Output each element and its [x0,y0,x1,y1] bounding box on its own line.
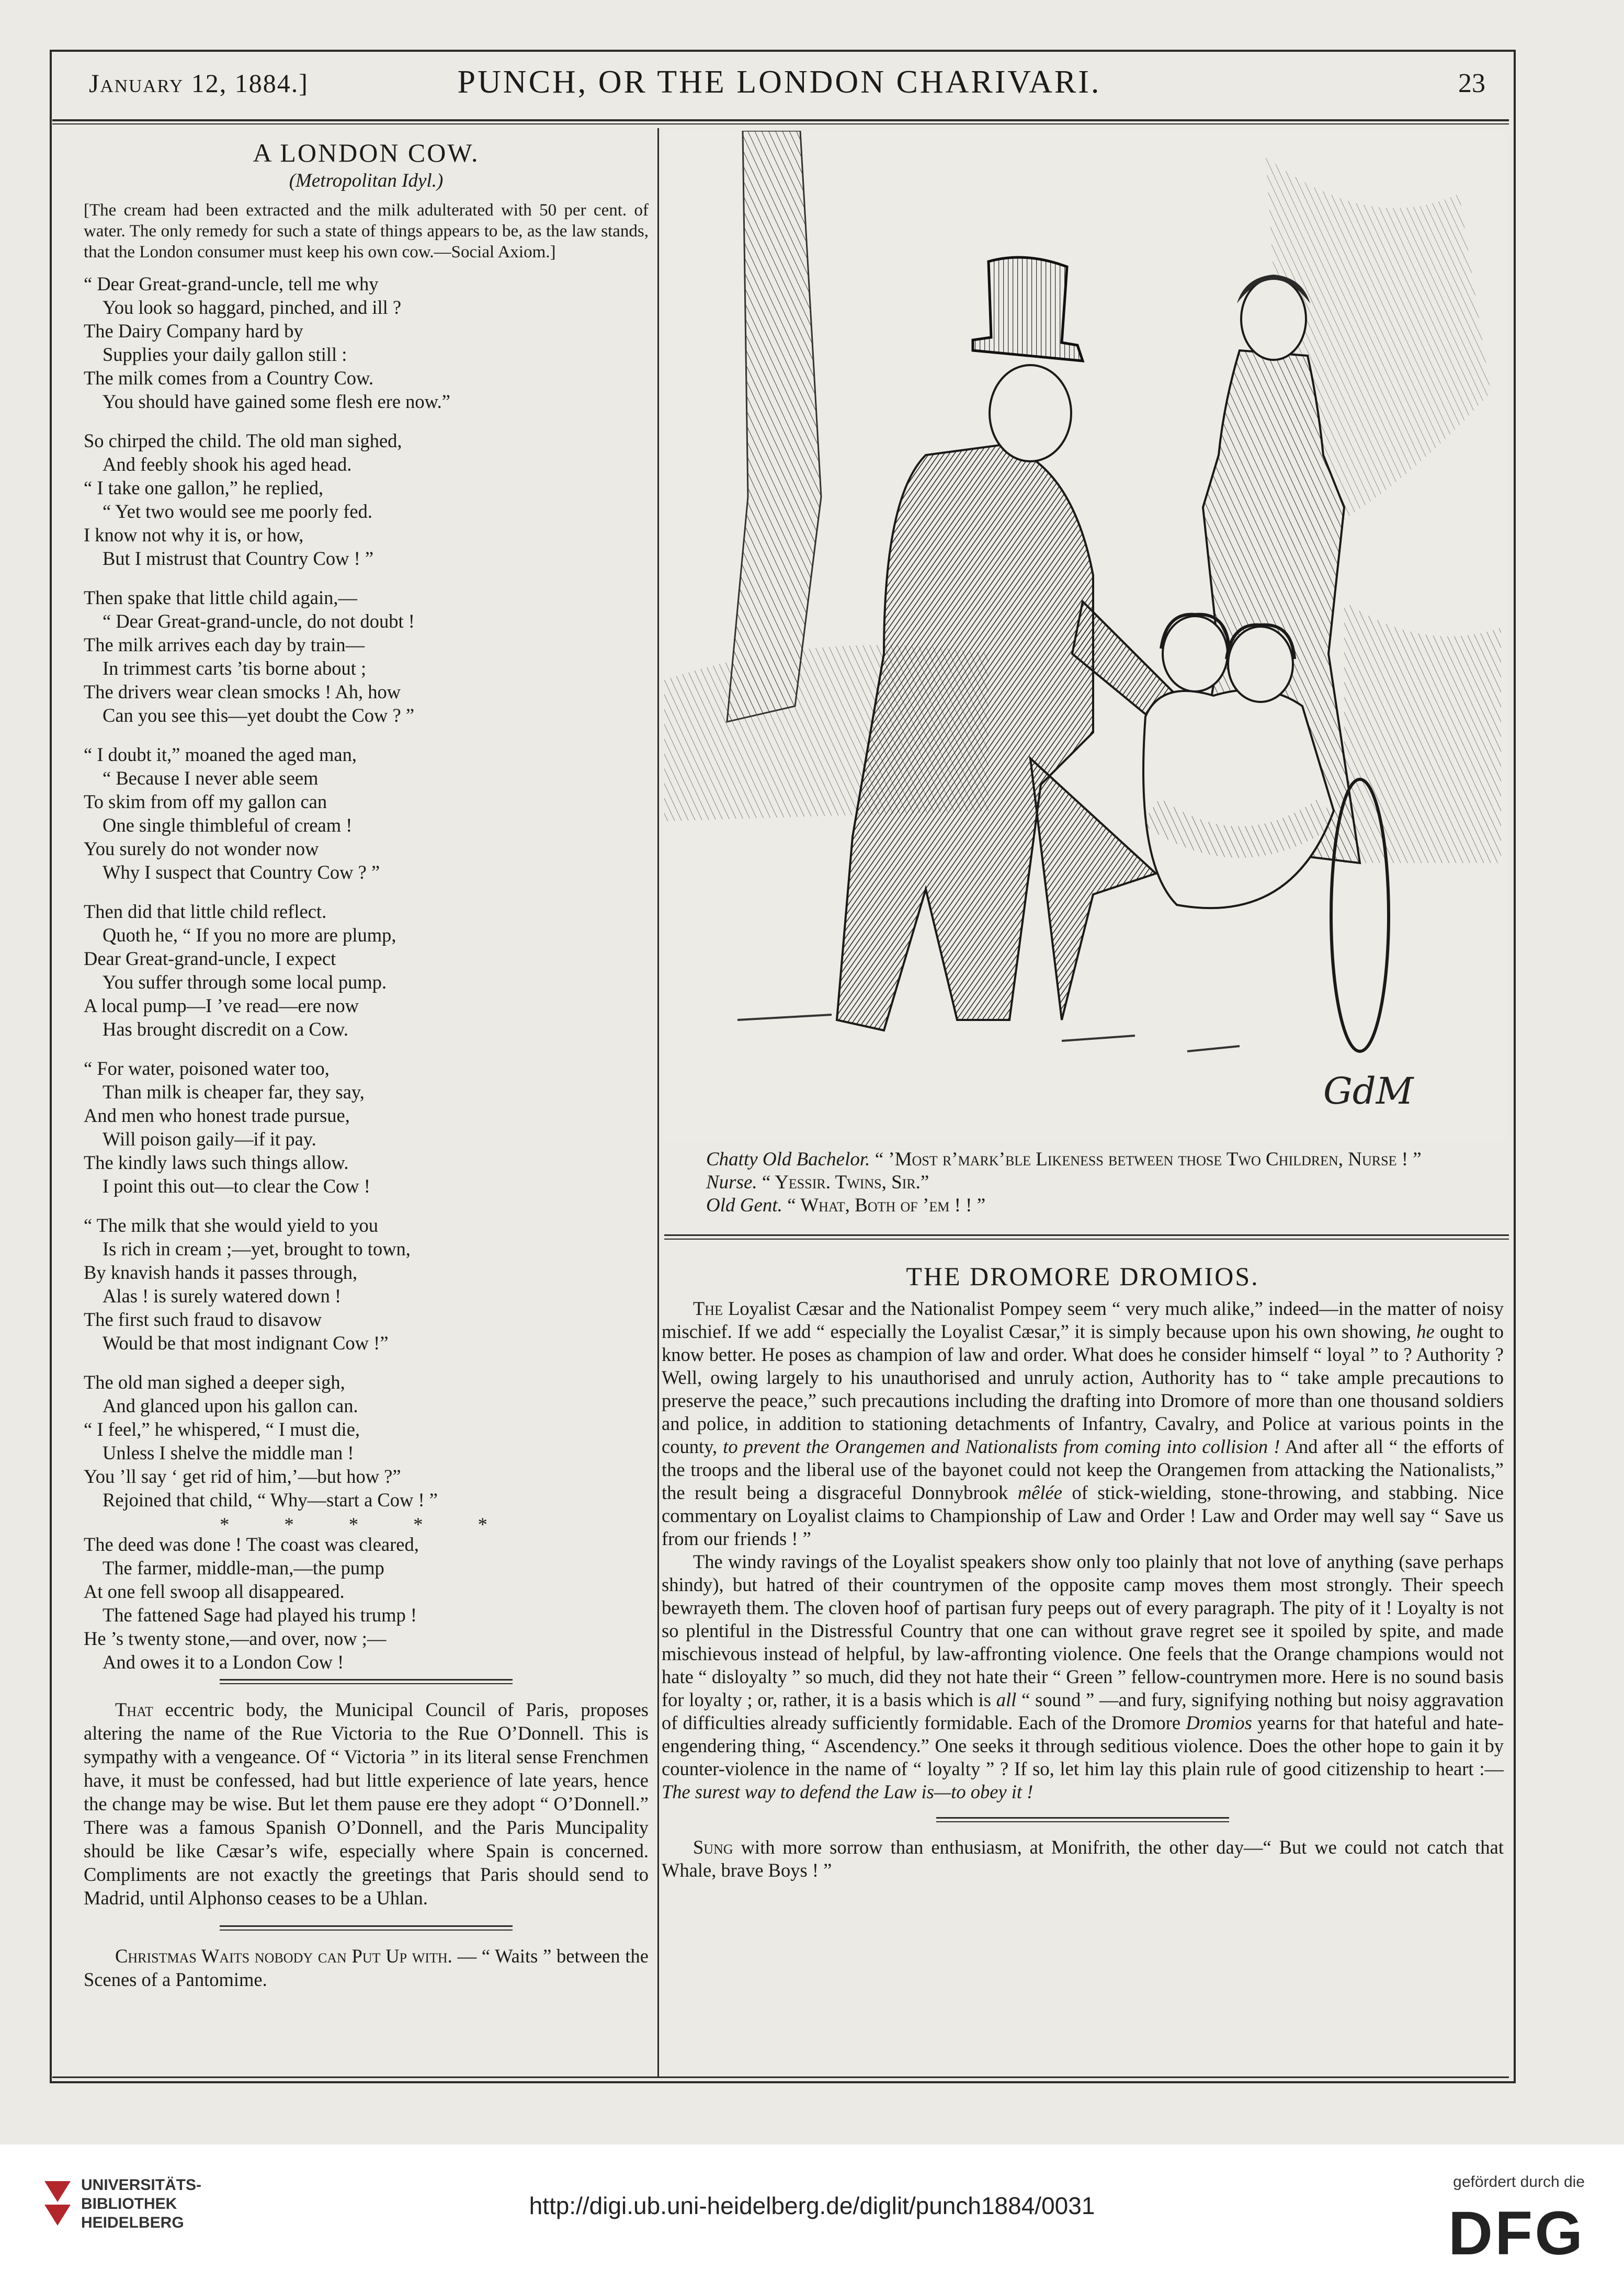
right-column [662,1261,1504,1882]
poem-stanza [84,1213,649,1355]
poem-line: By knavish hands it passes through, [84,1262,358,1283]
page-number: 23 [1458,69,1485,98]
dromore-p2-b: “ sound ” —and fury, signifying nothing but noisy aggravation of difficulties already sufficiently formidable. Each of the Dromore [662,1689,1504,1733]
poem-line: Has brought discredit on a Cow. [103,1018,349,1040]
poem-title: A LONDON COW. [253,138,480,167]
caption-speaker-3: Old Gent. [706,1195,782,1216]
masthead-date: January 12, 1884.] [89,69,309,98]
dromore-p2-end: The surest way to defend the Law is—to obey it ! [662,1781,1034,1802]
poem-line: Is rich in cream ;—yet, brought to town, [103,1238,411,1259]
section-rule [220,1679,513,1681]
dfg-logo: DFG [1448,2199,1585,2268]
poem-line: Supplies your daily gallon still : [103,344,347,365]
cartoon-caption [664,1148,1506,1217]
poem-line: “ I feel,” he whispered, “ I must die, [84,1418,360,1440]
paris-paragraph [84,1698,649,1910]
poem-line: He ’s twenty stone,—and over, now ;— [84,1628,387,1649]
masthead-rule-thin [52,123,1509,124]
poem-line: Alas ! is surely watered down ! [103,1285,342,1307]
poem-subtitle: (Metropolitan Idyl.) [289,170,444,191]
dromore-p2-dromios: Dromios [1186,1712,1252,1733]
poem-line: Can you see this—yet doubt the Cow ? ” [103,705,415,726]
poem-line: The farmer, middle-man,—the pump [103,1557,384,1579]
caption-rule-thin [664,1239,1509,1240]
poem-line: A local pump—I ’ve read—ere now [84,995,359,1016]
poem-stanzas [84,272,649,1674]
poem-line: The old man sighed a deeper sigh, [84,1371,345,1393]
poem-stanza [84,900,649,1041]
waits-paragraph [84,1944,649,1991]
caption-speaker-1: Chatty Old Bachelor. [706,1149,870,1170]
dromore-p1-b: ought to know better. He poses as champion of law and order. What does he consider himself “ loyal ” to ? Authority ? Well, owing largely to his unauthorised and unruly action, Authority has to “ take ample precautions to preserve the peace,” such precautions including the drafting into Dromore of more than one thousand soldiers and police, in addition to stationing detachments of Infantry, Cavalry, and Police at various points in the county, [662,1321,1504,1457]
poem-line: Why I suspect that Country Cow ? ” [103,861,380,883]
section-rule-thin [220,1683,513,1684]
permalink[interactable]: http://digi.ub.uni-heidelberg.de/diglit/punch1884/0031 [529,2192,1095,2219]
poem-line: And glanced upon his gallon can. [103,1395,358,1416]
library-name-line-2: BIBLIOTHEK [81,2195,177,2212]
monifrith-lead: Sung [693,1836,733,1858]
poem-line: You should have gained some flesh ere now.” [103,391,450,412]
poem-line: One single thimbleful of cream ! [103,814,353,836]
poem-line: Quoth he, “ If you no more are plump, [103,924,396,946]
digitization-footer [0,2144,1624,2281]
poem-line: The kindly laws such things allow. [84,1152,349,1173]
poem-line: “ Yet two would see me poorly fed. [103,501,372,522]
masthead-rule [52,119,1509,121]
poem-line: Than milk is cheaper far, they say, [103,1081,365,1103]
poem-line: And owes it to a London Cow ! [103,1651,344,1673]
poem-stanza [84,743,649,884]
section-rule-3 [936,1817,1229,1819]
poem-line: “ I take one gallon,” he replied, [84,477,324,498]
section-rule-2-thin [220,1930,513,1931]
cartoon-engraving [664,131,1506,1140]
poem-line: Rejoined that child, “ Why—start a Cow ! ” [103,1489,438,1511]
stanza-break-stars: * * * * * [220,1514,513,1535]
poem-stanza [84,272,649,413]
library-name-line-1: UNIVERSITÄTS- [81,2176,202,2194]
column-divider [657,128,659,2076]
caption-rule [664,1234,1509,1236]
paris-lead: That [115,1699,153,1720]
poem-line: So chirped the child. The old man sighed, [84,430,402,451]
dromore-paragraph-1 [662,1297,1504,1550]
poem-stanza [84,1057,649,1198]
cartoon-illustration [664,131,1506,1140]
poem-line: You ’ll say ‘ get rid of him,’—but how ?” [84,1466,401,1487]
funder-label: gefördert durch die [1453,2173,1585,2191]
dromore-p2-a: The windy ravings of the Loyalist speakers show only too plainly that not love of anything (save perhaps shindy), but hatred of their countrymen of the opposite camp moves them most strongly. Their speech bewrayeth them. The cloven hoof of partisan fury peeps out of every paragraph. The pity of it ! Loyalty is not so plentiful in the Distressful Country that one can without grave regret see it spoiled by spite, and made mischievous instead of helpful, by law-affronting violence. One feels that the Orange champions would not hate “ disloyalty ” so much, did they not hate their “ Green ” fellow-countrymen more. Here is no sound basis for loyalty ; or, rather, it is a basis which is [662,1551,1504,1710]
poem-line: In trimmest carts ’tis borne about ; [103,657,367,679]
poem-line: “ The milk that she would yield to you [84,1215,378,1236]
dromore-p1-c: And after all “ the efforts of the troops and the liberal use of the bayonet could not keep the Orangemen from attacking the Nationalists,” the result being a disgraceful Donnybrook [662,1436,1504,1503]
waits-lead: Christmas Waits nobody can Put Up with. [115,1945,452,1967]
poem-line: “ Dear Great-grand-uncle, do not doubt ! [103,610,415,632]
dromore-p2-c: yearns for that hateful and hate-engendering thing, “ Ascendency.” One seeks it through seditious violence. Does the other hope to gain it by counter-violence in the name of “ loyalty ” ? If so, let him lay this plain rule of good citizenship to heart :— [662,1712,1504,1779]
poem-line: The milk arrives each day by train— [84,634,365,655]
poem-line: I point this out—to clear the Cow ! [103,1175,370,1197]
dromore-p1-italic: to prevent the Orangemen and Nationalists from coming into collision ! [723,1436,1280,1457]
artist-signature: GdM [1323,1070,1414,1113]
poem-line: Then spake that little child again,— [84,587,358,608]
poem-line: The drivers wear clean smocks ! Ah, how [84,681,401,702]
library-name-line-3: HEIDELBERG [81,2214,184,2231]
poem-line: But I mistrust that Country Cow ! ” [103,548,374,569]
bottom-rule [52,2076,1509,2078]
caption-line-2: “ Yessir. Twins, Sir.” [762,1172,929,1193]
poem-stanza [84,1533,649,1674]
masthead-title: PUNCH, OR THE LONDON CHARIVARI. [457,64,1101,100]
dromore-title: THE DROMORE DROMIOS. [906,1262,1259,1291]
poem-stanza [84,586,649,727]
dromore-p1-d: of stick-wielding, stone-throwing, and stabbing. Nice commentary on Loyalist claims to Championship of Law and Order ! Law and Order may well say “ Save us from our friends ! ” [662,1482,1504,1549]
dromore-p2-all: all [996,1689,1017,1710]
poem-line: “ For water, poisoned water too, [84,1058,330,1079]
poem-line: The fattened Sage had played his trump ! [103,1604,417,1626]
waits-text: — “ Waits ” between the Scenes of a Pantomime. [84,1945,649,1990]
poem-line: I know not why it is, or how, [84,524,304,546]
section-rule-2 [220,1925,513,1927]
poem-line: “ I doubt it,” moaned the aged man, [84,744,357,765]
poem-line: Dear Great-grand-uncle, I expect [84,948,336,969]
poem-editorial-note: [The cream had been extracted and the milk adulterated with 50 per cent. of water. The only remedy for such a state of things appears to be, as the law stands, that the London consumer must keep his own cow.—Social Axiom.] [84,201,649,262]
poem-line: “ Because I never able seem [103,767,319,789]
paris-text: eccentric body, the Municipal Council of Paris, proposes altering the name of the Rue Victoria to the Rue O’Donnell. This is sympathy with a vengeance. Of “ Victoria ” in its literal sense Frenchmen have, it must be confessed, had but little experience of late years, hence the change may be wise. But let them pause ere they adopt “ O’Donnell.” There was a famous Spanish O’Donnell, and the Paris Muncipality should be like Cæsar’s wife, especially where Spain is concerned. Compliments are not exactly the greetings that Paris should send to Madrid, until Alphonso ceases to be a Uhlan. [84,1699,649,1909]
masthead [52,58,1506,120]
dromore-p1-he: he [1416,1321,1435,1342]
caption-line-1: “ ’Most r’mark’ble Likeness between those Two Children, Nurse ! ” [875,1149,1422,1170]
dromore-paragraph-2 [662,1550,1504,1803]
poem-line: The deed was done ! The coast was cleared, [84,1534,419,1555]
poem-line: At one fell swoop all disappeared. [84,1581,345,1602]
section-rule-3-thin [936,1821,1229,1822]
poem-line: Then did that little child reflect. [84,901,327,922]
dromore-p1-a: Loyalist Cæsar and the Nationalist Pompey seem “ very much alike,” indeed—in the matter of noisy mischief. If we add “ especially the Loyalist Cæsar,” it is simply because upon his own showing, [662,1298,1504,1342]
poem-line: To skim from off my gallon can [84,791,327,812]
poem-line: “ Dear Great-grand-uncle, tell me why [84,273,379,294]
monifrith-text: with more sorrow than enthusiasm, at Monifrith, the other day—“ But we could not catch that Whale, brave Boys ! ” [662,1836,1504,1881]
poem-line: The milk comes from a Country Cow. [84,367,374,389]
poem-line: And men who honest trade pursue, [84,1105,350,1126]
poem-line: And feebly shook his aged head. [103,453,352,475]
poem-line: You suffer through some local pump. [103,971,387,993]
poem-line: You surely do not wonder now [84,838,319,859]
poem-line: Unless I shelve the middle man ! [103,1442,354,1463]
poem-line: Will poison gaily—if it pay. [103,1128,316,1150]
poem-line: The first such fraud to disavow [84,1309,322,1330]
poem-line: Would be that most indignant Cow !” [103,1332,389,1354]
poem-stanza [84,429,649,570]
poem-stanza [84,1370,649,1512]
dromore-lead: The [693,1298,723,1319]
poem-line: You look so haggard, pinched, and ill ? [103,297,402,318]
poem-line: The Dairy Company hard by [84,320,303,342]
caption-speaker-2: Nurse. [706,1172,757,1193]
left-column [84,137,649,1991]
caption-line-3: “ What, Both of ’em ! ! ” [787,1195,986,1216]
monifrith-paragraph [662,1836,1504,1882]
dromore-p1-melee: mêlée [1017,1482,1062,1503]
